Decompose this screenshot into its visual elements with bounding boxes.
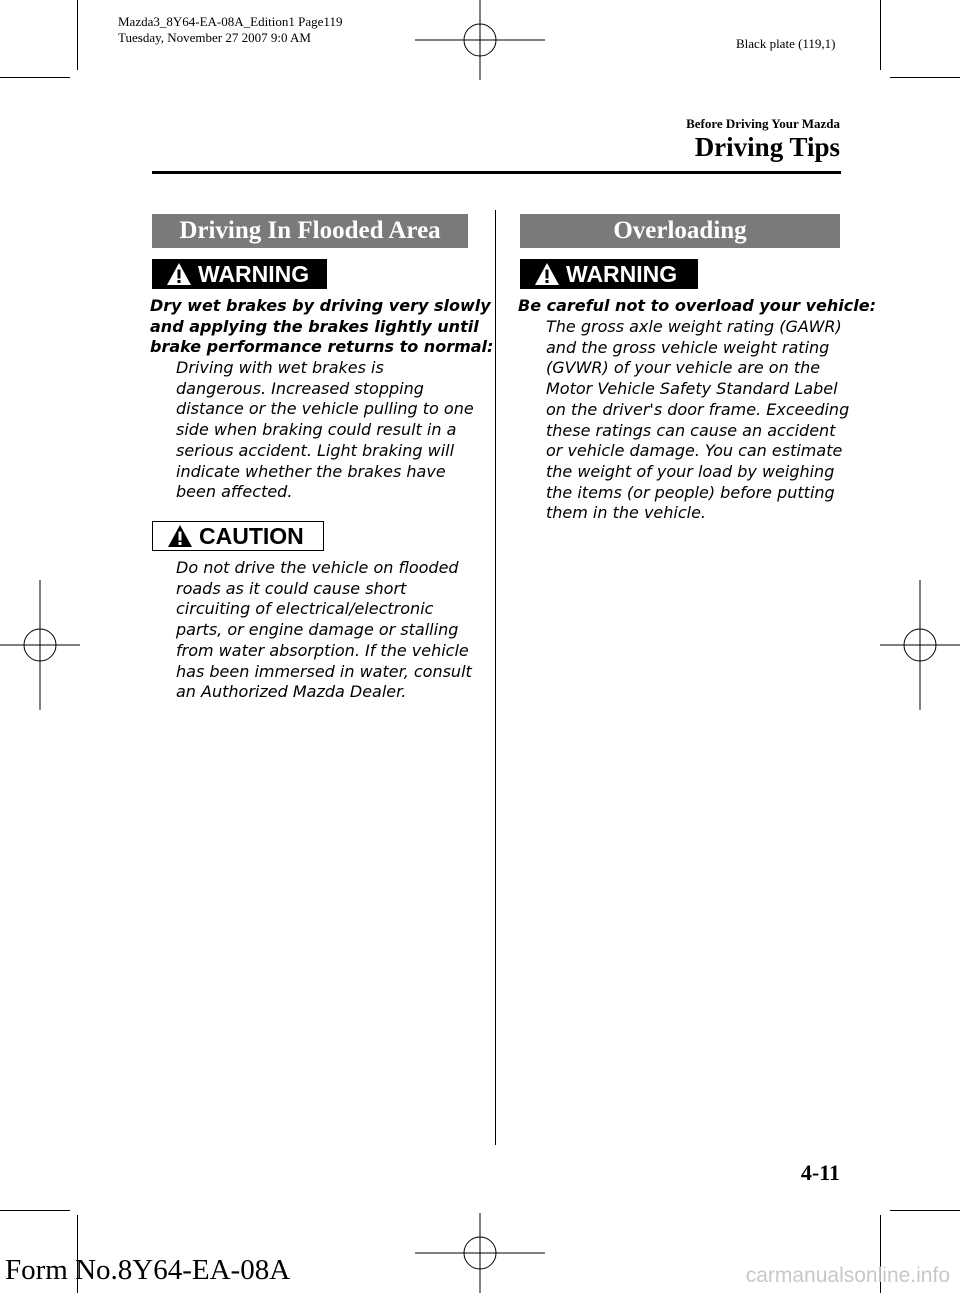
text-line: been affected. (176, 482, 293, 502)
chapter-title: Driving Tips (694, 132, 840, 162)
text-line: them in the vehicle. (546, 503, 707, 523)
text-line: or vehicle damage. You can estimate (546, 441, 843, 461)
warning-triangle-icon (166, 262, 192, 286)
text-line: from water absorption. If the vehicle (176, 640, 469, 660)
text-line: Be careful not to overload your vehicle: (518, 296, 876, 315)
registration-mark-icon (0, 580, 80, 710)
text-line: (GVWR) of your vehicle are on the (546, 358, 821, 378)
warning-text: WARNING (566, 260, 678, 287)
warning-lead (518, 296, 876, 317)
text-line: has been immersed in water, consult (176, 661, 472, 681)
text-line: indicate whether the brakes have (176, 461, 446, 481)
form-number: Form No.8Y64-EA-08A (5, 1254, 291, 1286)
text-line: Motor Vehicle Safety Standard Label (546, 379, 838, 399)
text-line: circuiting of electrical/electronic (176, 599, 434, 619)
text-line: distance or the vehicle pulling to one (176, 399, 474, 419)
text-line: the items (or people) before putting (546, 482, 835, 502)
section-heading-flooded: Driving In Flooded Area (152, 214, 468, 248)
text-line: Dry wet brakes by driving very slowly (150, 296, 491, 315)
text-line: and the gross vehicle weight rating (546, 337, 830, 357)
text-line: serious accident. Light braking will (176, 440, 455, 460)
registration-mark-icon (415, 1213, 545, 1293)
caution-text: CAUTION (199, 522, 304, 549)
crop-mark (880, 0, 881, 70)
slug-line-1: Mazda3_8Y64-EA-08A_Edition1 Page119 (118, 14, 343, 29)
section-heading-overloading: Overloading (520, 214, 840, 248)
column-divider (495, 210, 496, 1145)
warning-lead (150, 296, 493, 358)
registration-mark-icon (880, 580, 960, 710)
text-line: an Authorized Mazda Dealer. (176, 682, 407, 702)
text-line: these ratings can cause an accident (546, 420, 836, 440)
slug-line-2: Tuesday, November 27 2007 9:0 AM (118, 30, 311, 45)
crop-mark (890, 1210, 960, 1211)
crop-mark (890, 77, 960, 78)
caution-body (176, 558, 472, 703)
watermark: carmanualsonline.info (745, 1264, 950, 1287)
text-line: The gross axle weight rating (GAWR) (546, 317, 842, 336)
text-line: side when braking could result in a (176, 420, 457, 440)
text-line: on the driver's door frame. Exceeding (546, 399, 850, 419)
warning-triangle-icon (167, 524, 193, 548)
header-rule (152, 171, 841, 174)
text-line: the weight of your load by weighing (546, 461, 835, 481)
page-number: 4-11 (800, 1160, 840, 1185)
warning-triangle-icon (534, 262, 560, 286)
crop-mark (0, 1210, 70, 1211)
crop-mark (0, 77, 70, 78)
warning-label (520, 259, 698, 289)
text-line: and applying the brakes lightly until (150, 316, 479, 336)
text-line: dangerous. Increased stopping (176, 378, 424, 398)
warning-body (176, 358, 474, 503)
warning-body (546, 317, 849, 524)
print-slug (118, 14, 342, 46)
text-line: Driving with wet brakes is (176, 358, 384, 377)
plate-label: Black plate (119,1) (736, 36, 836, 51)
warning-label (152, 259, 327, 289)
section-label: Before Driving Your Mazda (686, 116, 840, 131)
crop-mark (77, 0, 78, 70)
text-line: parts, or engine damage or stalling (176, 620, 459, 640)
caution-label (152, 521, 324, 551)
text-line: Do not drive the vehicle on flooded (176, 558, 459, 577)
text-line: brake performance returns to normal: (150, 337, 494, 357)
warning-text: WARNING (198, 260, 310, 287)
text-line: roads as it could cause short (176, 578, 407, 598)
registration-mark-icon (415, 0, 545, 80)
